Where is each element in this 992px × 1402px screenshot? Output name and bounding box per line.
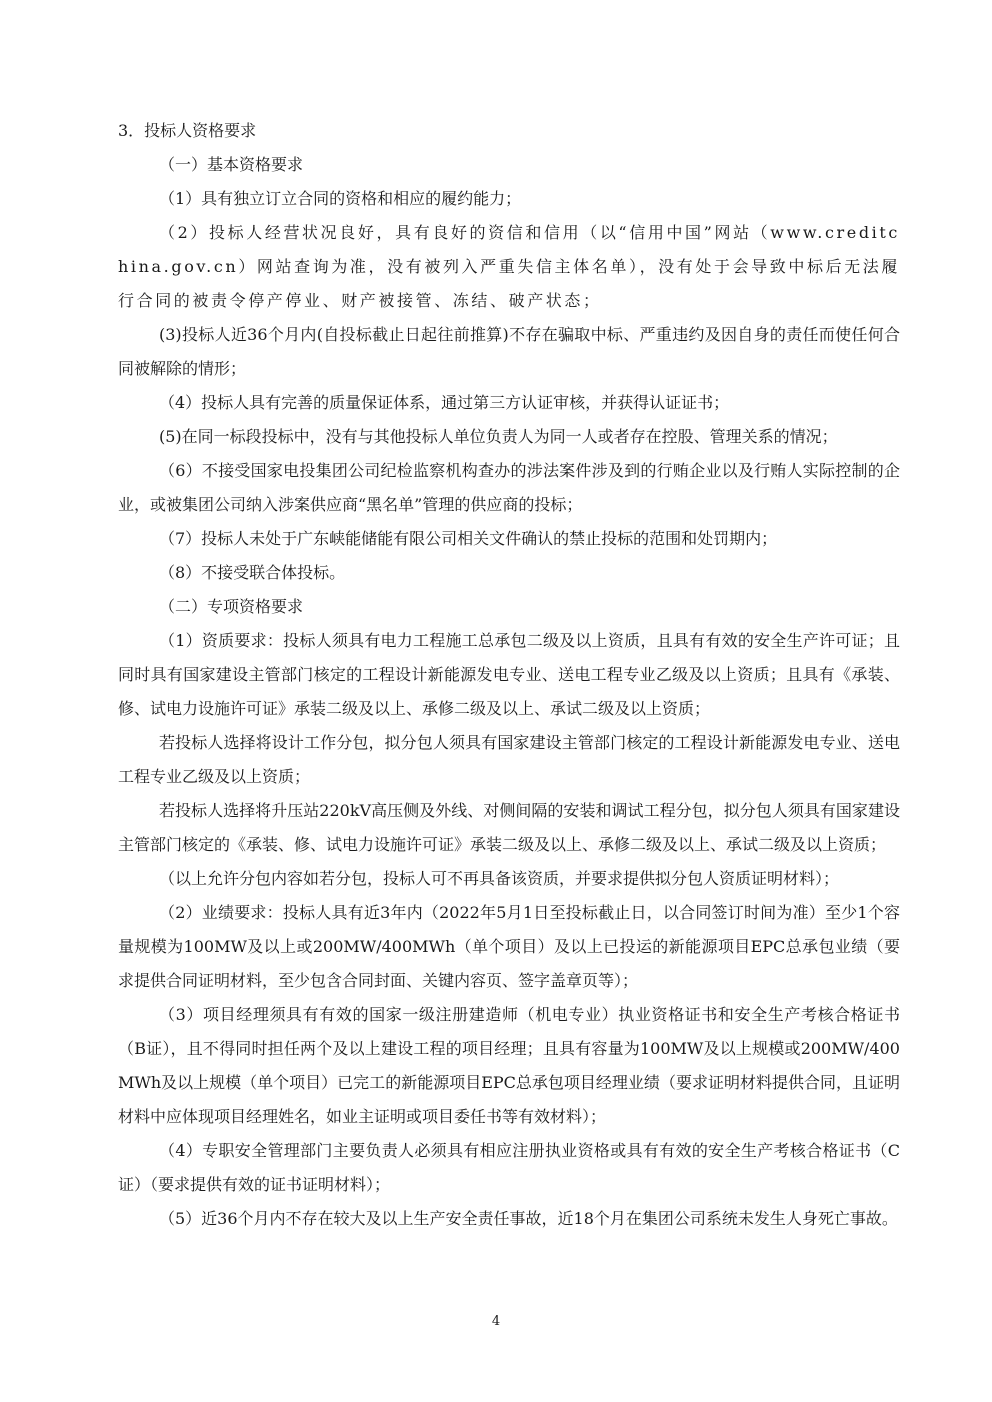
section-title: 3．投标人资格要求 bbox=[118, 121, 257, 140]
special-requirements-heading: （二）专项资格要求 bbox=[159, 597, 304, 616]
special-item-5: （5）近36个月内不存在较大及以上生产安全责任事故，近18个月在集团公司系统未发生人身死亡事故。 bbox=[159, 1209, 898, 1228]
special-subcontract-note: （以上允许分包内容如若分包，投标人可不再具备该资质，并要求提供拟分包人资质证明材料）； bbox=[159, 869, 840, 888]
page-number: 4 bbox=[491, 1314, 501, 1329]
special-item-2: （2）业绩要求：投标人具有近3年内（2022年5月1日至投标截止日，以合同签订时间为准）至少1个容量规模为100MW及以上或200MW/400MWh（单个项目）及以上已投运的新能源项目EPC总承包业绩（要求提供合同证明材料，至少包含合同封面、关键内容页、签字盖章页等）； bbox=[118, 903, 900, 990]
special-subcontract-design: 若投标人选择将设计工作分包，拟分包人须具有国家建设主管部门核定的工程设计新能源发电专业、送电工程专业乙级及以上资质； bbox=[118, 733, 900, 786]
basic-item-7: （7）投标人未处于广东峡能储能有限公司相关文件确认的禁止投标的范围和处罚期内； bbox=[159, 529, 778, 548]
basic-item-1: （1）具有独立订立合同的资格和相应的履约能力； bbox=[159, 189, 522, 208]
basic-requirements-heading: （一）基本资格要求 bbox=[159, 155, 304, 174]
special-item-3: （3）项目经理须具有有效的国家一级注册建造师（机电专业）执业资格证书和安全生产考核合格证书（B证），且不得同时担任两个及以上建设工程的项目经理；且具有容量为100MW及以上规模或200MW/400MWh及以上规模（单个项目）已完工的新能源项目EPC总承包项目经理业绩（要求证明材料提供合同，且证明材料中应体现项目经理姓名，如业主证明或项目委任书等有效材料）； bbox=[118, 1005, 900, 1126]
special-item-4: （4）专职安全管理部门主要负责人必须具有相应注册执业资格或具有有效的安全生产考核合格证书（C证）（要求提供有效的证书证明材料）； bbox=[118, 1141, 900, 1194]
basic-item-4: （4）投标人具有完善的质量保证体系，通过第三方认证审核，并获得认证证书； bbox=[159, 393, 730, 412]
basic-item-2: （2）投标人经营状况良好，具有良好的资信和信用（以“信用中国”网站（www.creditchina.gov.cn）网站查询为准，没有被列入严重失信主体名单），没有处于会导致中标后无法履行合同的被责令停产停业、财产被接管、冻结、破产状态； bbox=[118, 223, 900, 310]
document-body bbox=[118, 114, 900, 1236]
basic-item-6: （6）不接受国家电投集团公司纪检监察机构查办的涉法案件涉及到的行贿企业以及行贿人实际控制的企业，或被集团公司纳入涉案供应商“黑名单”管理的供应商的投标； bbox=[118, 461, 900, 514]
basic-item-5: (5)在同一标段投标中，没有与其他投标人单位负责人为同一人或者存在控股、管理关系的情况； bbox=[159, 427, 838, 446]
basic-item-8: （8）不接受联合体投标。 bbox=[159, 563, 346, 582]
basic-item-3: (3)投标人近36个月内(自投标截止日起往前推算)不存在骗取中标、严重违约及因自身的责任而使任何合同被解除的情形； bbox=[118, 325, 900, 378]
special-item-1: （1）资质要求：投标人须具有电力工程施工总承包二级及以上资质，且具有有效的安全生产许可证；且同时具有国家建设主管部门核定的工程设计新能源发电专业、送电工程专业乙级及以上资质；且具有《承装、修、试电力设施许可证》承装二级及以上、承修二级及以上、承试二级及以上资质； bbox=[118, 631, 900, 718]
special-subcontract-substation: 若投标人选择将升压站220kV高压侧及外线、对侧间隔的安装和调试工程分包，拟分包人须具有国家建设主管部门核定的《承装、修、试电力设施许可证》承装二级及以上、承修二级及以上、承试二级及以上资质； bbox=[118, 801, 900, 854]
